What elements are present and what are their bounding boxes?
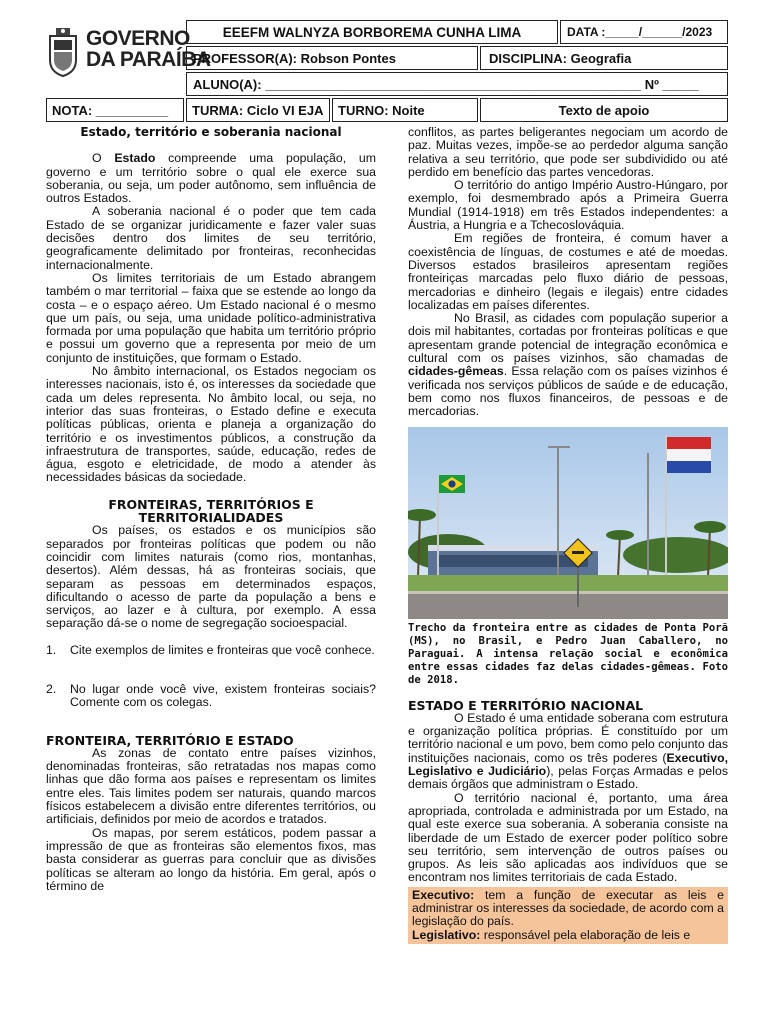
paragraph: O território do antigo Império Austro-Húngaro, por exemplo, foi desmembrado após a Primeira Guerra Mundial (1914-1918) em três Estados independentes: a Áustria, a Hungria e a Tchecoslováquia.: [408, 178, 728, 233]
paragraph: Os limites territoriais de um Estado abrangem também o mar territorial – faixa que se estende ao longo da costa – e o espaço aéreo. Um Estado nacional é o mesmo que um país, ou seja, uma unidade político-administrativa formada por uma população que habita um território próprio e possui um governo que a representa por meio de um conjunto de instituições, que formam o Estado.: [46, 270, 376, 365]
paragraph: O Estado é uma entidade soberana com estrutura e organização política próprias. É constituído por um território nacional e um povo, bem como pelo conjunto das instituições nacionais, como os três poderes (Executivo, Legislativo e Judiciário), pelas Forças Armadas e pelos demais órgãos que administram o Estado.: [408, 710, 728, 792]
executive-definition: Executivo: tem a função de executar as leis e administrar os interesses da sociedade, de acordo com a legislação do país.: [412, 887, 724, 929]
paragraph: As zonas de contato entre países vizinhos, denominadas fronteiras, são retratadas nos mapas como linhas que dão forma aos países e representam os limites entre eles. Tais limites podem ser naturais, quando marcos físicos estabelecem a divisão entre diferentes territórios, ou artificiais, definidos por meio de acordos e tratados.: [46, 745, 376, 827]
question-2: 2. No lugar onde você vive, existem fronteiras sociais? Comente com os colegas.: [46, 681, 376, 710]
student-name-field: ALUNO(A): ____________________________________________________ Nº _____: [186, 72, 728, 96]
border-crossing-illustration: [408, 427, 728, 619]
section-heading: ESTADO E TERRITÓRIO NACIONAL: [408, 697, 644, 713]
section-heading: FRONTEIRAS, TERRITÓRIOS E TERRITORIALIDADES: [108, 496, 314, 526]
paragraph: Os mapas, por serem estáticos, podem passar a impressão de que as fronteiras são elementos fixos, mas basta considerar as guerras para concluir que as divisões políticas se alteram ao longo da história. Em geral, após o término de: [46, 825, 376, 893]
subject-field: DISCIPLINA: Geografia: [480, 46, 728, 70]
school-name: EEEFM WALNYZA BORBOREMA CUNHA LIMA: [186, 20, 558, 44]
legislative-definition: Legislativo: responsável pela elaboração de leis e: [412, 927, 691, 942]
paragraph: A soberania nacional é o poder que tem cada Estado de se organizar juridicamente e fazer valer suas decisões dentro dos limites de seu território, geograficamente delimitado por fronteiras, reconhecidas internacionalmente.: [46, 204, 376, 272]
paragraph: Em regiões de fronteira, é comum haver a coexistência de línguas, de costumes e até de moedas. Diversos estados brasileiros apresentam regiões fronteiriças marcadas pelo fluxo diário de pessoas, mercadorias e dinheiro (legais e ilegais) entre cidades localizadas em países diferentes.: [408, 231, 728, 312]
paragraph: No âmbito internacional, os Estados negociam os interesses nacionais, isto é, os interesses da sociedade que cada um deles representa. No âmbito local, ou seja, no interior das suas fronteiras, o Estado define e executa políticas públicas, orienta e planeja a organização do território e os investimentos públicos, a construção da infraestrutura de transportes, saúde, educação, redes de água, esgoto e eletricidade, de modo a atender às necessidades básicas da sociedade.: [46, 364, 376, 485]
photo-caption: Trecho da fronteira entre as cidades de Ponta Porã (MS), no Brasil, e Pedro Juan Caballero, no Paraguai. A intensa relação social e econômica entre essas cidades faz delas cidades-gêmeas. Foto de 2018.: [408, 621, 728, 686]
state-crest-icon: [46, 26, 80, 78]
paragraph: Os países, os estados e os municípios são separados por fronteiras políticas que podem ou não coincidir com limites naturais (como rios, montanhas, desertos). Além dessas, há as fronteiras sociais, que separam as pessoas em determinados espaços, dificultando o acesso de parte da população a bens e serviços, ao lazer e à cultura, por exemplo. A essa separação dá-se o nome de segregação socioespacial.: [46, 523, 376, 631]
date-field: DATA :_____/______/2023: [560, 20, 728, 44]
paraguay-flag-icon: [667, 437, 711, 473]
logo-line-1: GOVERNO: [86, 27, 190, 50]
powers-highlight-box: [408, 887, 728, 944]
left-column: [46, 126, 376, 893]
section-heading: FRONTEIRA, TERRITÓRIO E ESTADO: [46, 732, 294, 748]
question-1: 1. Cite exemplos de limites e fronteiras que você conhece.: [46, 642, 375, 657]
section-title: Estado, território e soberania nacional: [80, 125, 342, 139]
shift-field: TURNO: Noite: [332, 98, 478, 122]
paragraph: O território nacional é, portanto, uma área apropriada, controlada e administrada por um Estado, na qual este exerce sua soberania. A soberania consiste na liberdade de um Estado de exercer poder político sobre seu território, sem intervenção de outros países ou grupos. As leis são aplicadas aos indivíduos que se encontram nos limites territoriais de cada Estado.: [408, 790, 728, 885]
paraiba-government-logo: [46, 24, 211, 84]
document-type: Texto de apoio: [480, 98, 728, 122]
paragraph: No Brasil, as cidades com população superior a dois mil habitantes, cortadas por fronteiras políticas e que apresentam grande potencial de integração econômica e cultural com os países vizinhos, são chamadas de cidades-gêmeas. Essa relação com os países vizinhos é verificada nos serviços públicos de saúde e de educação, bem como nos fluxos financeiros, de pessoas e de mercadorias.: [408, 311, 728, 419]
border-photo: [408, 427, 728, 619]
grade-field: NOTA: __________: [46, 98, 184, 122]
right-column: [408, 126, 728, 944]
logo-line-2: DA PARAÍBA: [86, 48, 211, 71]
class-field: TURMA: Ciclo VI EJA: [186, 98, 330, 122]
teacher-field: PROFESSOR(A): Robson Pontes: [186, 46, 478, 70]
paragraph: conflitos, as partes beligerantes negociam um acordo de paz. Muitas vezes, impõe-se ao perdedor alguma sanção relativa a seu território, que pode ser subdividido ou até perdido em benefício das partes vencedoras.: [408, 125, 728, 179]
brazil-flag-icon: [439, 475, 465, 493]
paragraph: O Estado compreende uma população, um governo e um território sobre o qual ele exerce sua soberania, ou seja, um poder autônomo, sem influência de outros Estados.: [46, 151, 377, 206]
